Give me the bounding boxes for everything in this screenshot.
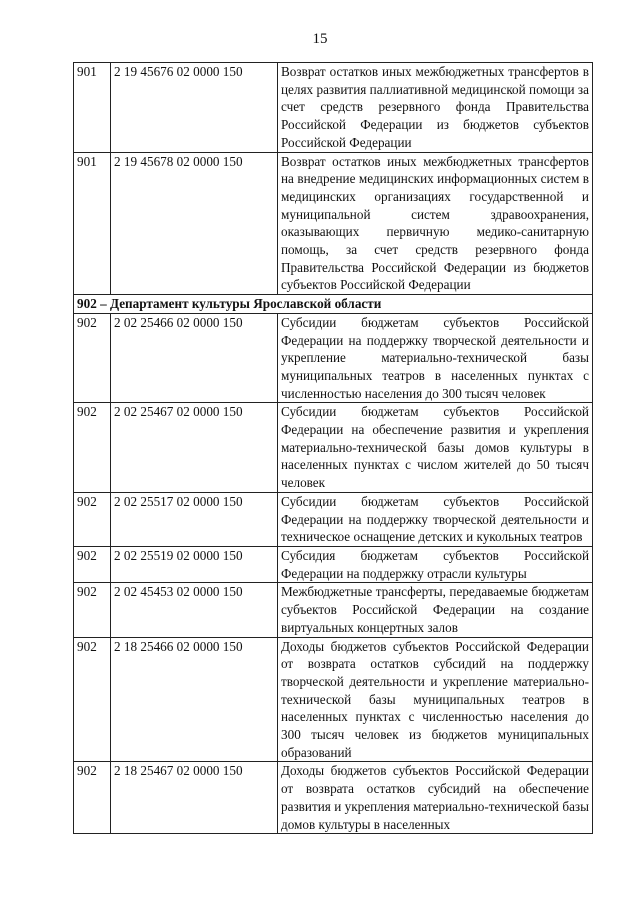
table-row [74, 762, 593, 834]
admin-code-cell: 902 [74, 637, 111, 762]
description-cell: Возврат остатков иных межбюджетных трансфертов на внедрение медицинских информационных систем в медицинских организациях государственной и муниципальной систем здравоохранения, оказывающих первичную медико-санитарную помощь, за счет средств резервного фонда Правительства Российской Федерации из бюджетов субъектов Российской Федерации [278, 152, 593, 295]
page-number: 15 [312, 31, 328, 47]
table-row [74, 63, 593, 153]
section-title: 902 – Департамент культуры Ярославской области [74, 295, 593, 314]
table-row [74, 152, 593, 295]
budget-code-cell: 2 02 25467 02 0000 150 [111, 403, 278, 493]
section-header-row [74, 295, 593, 314]
table-row [74, 313, 593, 403]
admin-code-cell: 902 [74, 313, 111, 403]
budget-code-cell: 2 02 25517 02 0000 150 [111, 492, 278, 546]
budget-code-cell: 2 18 25466 02 0000 150 [111, 637, 278, 762]
table-row [74, 546, 593, 582]
budget-code-cell: 2 19 45678 02 0000 150 [111, 152, 278, 295]
budget-code-cell: 2 02 25519 02 0000 150 [111, 546, 278, 582]
description-cell: Доходы бюджетов субъектов Российской Федерации от возврата остатков субсидий на обеспечение развития и укрепления материально-технической базы домов культуры в населенных [278, 762, 593, 834]
admin-code-cell: 901 [74, 152, 111, 295]
description-cell: Возврат остатков иных межбюджетных трансфертов в целях развития паллиативной медицинской помощи за счет средств резервного фонда Правительства Российской Федерации из бюджетов субъектов Российской Федерации [278, 63, 593, 153]
description-cell: Доходы бюджетов субъектов Российской Федерации от возврата остатков субсидий на поддержку творческой деятельности и укрепление материально-технической базы муниципальных театров в населенных пунктах с численностью населения до 300 тысяч человек из бюджетов муниципальных образований [278, 637, 593, 762]
budget-codes-table [73, 62, 593, 834]
budget-code-cell: 2 02 45453 02 0000 150 [111, 583, 278, 637]
description-cell: Межбюджетные трансферты, передаваемые бюджетам субъектов Российской Федерации на создание виртуальных концертных залов [278, 583, 593, 637]
admin-code-cell: 902 [74, 403, 111, 493]
table-row [74, 492, 593, 546]
description-cell: Субсидии бюджетам субъектов Российской Федерации на поддержку творческой деятельности и техническое оснащение детских и кукольных театров [278, 492, 593, 546]
table-row [74, 583, 593, 637]
description-cell: Субсидии бюджетам субъектов Российской Федерации на обеспечение развития и укрепления материально-технической базы домов культуры в населенных пунктах с числом жителей до 50 тысяч человек [278, 403, 593, 493]
admin-code-cell: 902 [74, 492, 111, 546]
table-row [74, 403, 593, 493]
budget-code-cell: 2 19 45676 02 0000 150 [111, 63, 278, 153]
admin-code-cell: 902 [74, 546, 111, 582]
admin-code-cell: 902 [74, 762, 111, 834]
table-row [74, 637, 593, 762]
description-cell: Субсидия бюджетам субъектов Российской Федерации на поддержку отрасли культуры [278, 546, 593, 582]
description-cell: Субсидии бюджетам субъектов Российской Федерации на поддержку творческой деятельности и укрепление материально-технической базы муниципальных театров в населенных пунктах с численностью населения до 300 тысяч человек [278, 313, 593, 403]
budget-code-cell: 2 18 25467 02 0000 150 [111, 762, 278, 834]
budget-code-cell: 2 02 25466 02 0000 150 [111, 313, 278, 403]
admin-code-cell: 901 [74, 63, 111, 153]
admin-code-cell: 902 [74, 583, 111, 637]
